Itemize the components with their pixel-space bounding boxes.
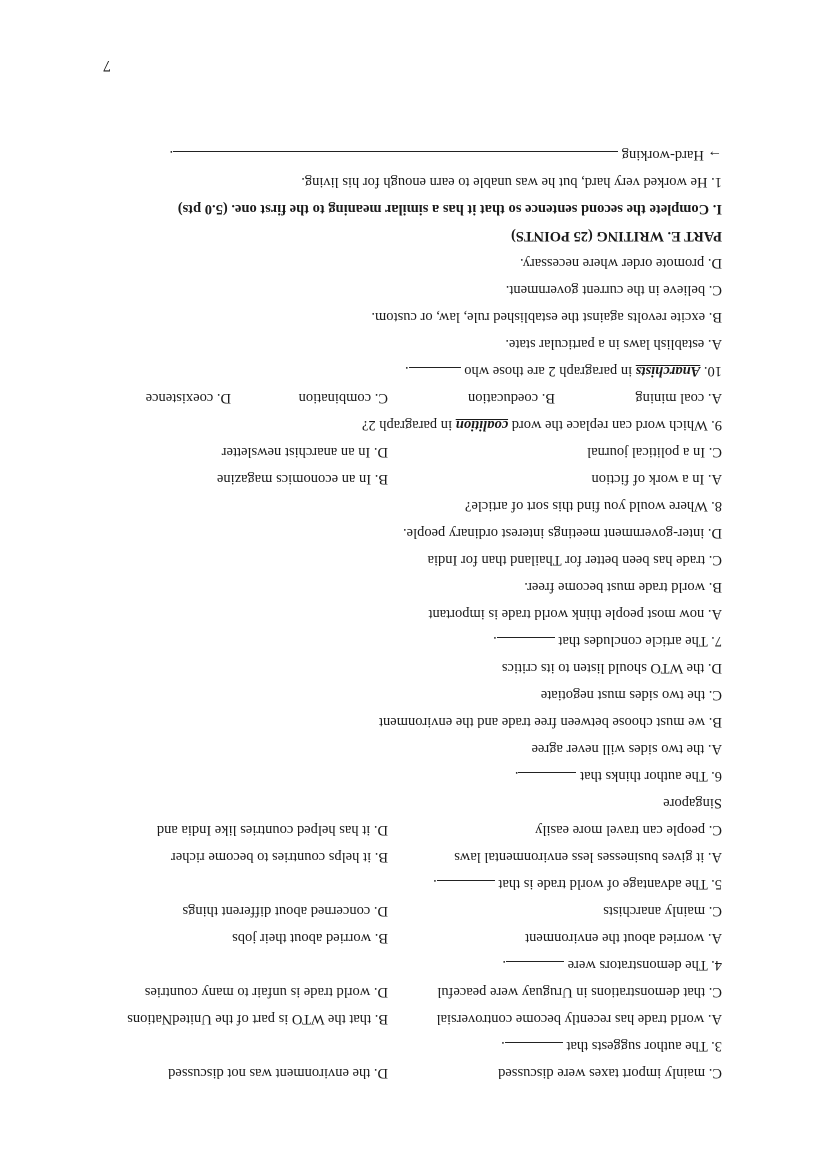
q4-stem-text: 4. The demonstrators were — [567, 957, 722, 973]
q4-stem: 4. The demonstrators were . — [502, 957, 722, 973]
q10-option-a: A. establish laws in a particular state. — [505, 336, 722, 352]
writing-section-heading: PART E. WRITING (25 POINTS) — [511, 228, 722, 244]
q5-option-a: A. it gives businesses less environmental laws — [454, 849, 722, 865]
q7-option-c: C. trade has been better for Thailand than for India — [427, 552, 722, 568]
writing-q1-answer-blank[interactable] — [173, 151, 618, 164]
q6-stem-text: 6. The author thinks that — [580, 768, 722, 784]
q7-option-a: A. now most people think world trade is important — [428, 606, 722, 622]
q8-stem: 8. Where would you find this sort of article? — [464, 498, 722, 514]
q9-stem — [362, 416, 722, 434]
q10-blank — [409, 367, 461, 380]
q9-option-d: D. coexistence — [145, 390, 231, 406]
q9-option-c: C. combination — [298, 390, 388, 406]
q9-keyword: coalition — [455, 417, 509, 433]
q10-stem: 10. Anarchists in paragraph 2 are those who . — [404, 363, 722, 379]
q6-option-b: B. we must choose between free trade and the environment — [378, 714, 722, 730]
writing-instruction: I. Complete the second sentence so that it has a similar meaning to the first one. (5.0 pts) — [177, 201, 722, 217]
q6-option-a: A. the two sides will never agree — [531, 741, 722, 757]
q6-stem: 6. The author thinks that . — [514, 768, 722, 784]
q4-option-b: B. worried about their jobs — [232, 930, 388, 946]
q5-option-d: D. it has helped countries like India and — [156, 822, 388, 838]
q2-option-c: C. mainly import taxes were discussed — [498, 1065, 722, 1081]
q3-option-c: C. that demonstrations in Uruguay were peaceful — [437, 984, 722, 1000]
q9-option-a: A. coal mining — [635, 390, 722, 406]
q5-stem-text: 5. The advantage of world trade is that — [498, 876, 722, 892]
q8-option-c: C. In a political journal — [587, 444, 722, 460]
q7-option-b: B. world trade must become freer. — [524, 579, 722, 595]
q7-option-d: D. inter-government meetings interest ordinary people. — [402, 525, 722, 541]
q3-option-b: B. that the WTO is part of the UnitedNations — [127, 1011, 388, 1027]
q5-stem: 5. The advantage of world trade is that . — [433, 876, 722, 892]
q9-stem-text: 9. Which word can replace the word — [508, 417, 722, 433]
q4-option-d: D. concerned about different things — [182, 903, 388, 919]
q4-blank — [506, 961, 564, 974]
q5-option-d-continued: Singapore — [663, 795, 722, 811]
q10-stem-text: in paragraph 2 are those who — [464, 363, 636, 379]
q5-blank — [437, 880, 495, 893]
q2-option-d: D. the environment was not discussed — [168, 1065, 388, 1081]
q8-option-b: B. In an economics magazine — [216, 471, 388, 487]
q10-stem-number: 10. — [700, 363, 722, 379]
q9-stem-tail: in paragraph 2? — [361, 417, 456, 433]
q6-option-d: D. the WTO should listen to its critics — [501, 660, 722, 676]
q4-option-a: A. worried about the environment — [525, 930, 722, 946]
q3-option-a: A. world trade has recently become controversial — [436, 1011, 722, 1027]
q8-option-a: A. In a work of fiction — [591, 471, 722, 487]
q3-option-d: D. world trade is unfair to many countries — [144, 984, 388, 1000]
q3-stem-text: 3. The author suggests that — [566, 1038, 722, 1054]
writing-q1-answer: → Hard-working . — [169, 147, 722, 163]
q3-blank — [505, 1042, 563, 1055]
q7-blank — [497, 637, 555, 650]
q5-option-b: B. it helps countries to become richer — [170, 849, 388, 865]
q7-stem-text: 7. The article concludes that — [558, 633, 722, 649]
q8-option-d: D. In an anarchist newsletter — [221, 444, 388, 460]
q10-option-d: D. promote order where necessary. — [520, 255, 722, 271]
q7-stem: 7. The article concludes that . — [493, 633, 722, 649]
writing-q1-answer-prefix: → Hard-working — [621, 147, 722, 163]
q10-option-b: B. excite revolts against the established rule, law, or custom. — [371, 309, 722, 325]
q6-blank — [518, 772, 576, 785]
q10-keyword: Anarchists — [635, 363, 701, 379]
q10-option-c: C. believe in the current government. — [505, 282, 722, 298]
q4-option-c: C. mainly anarchists — [603, 903, 722, 919]
q9-option-b: B. coeducation — [468, 390, 555, 406]
q5-option-c: C. people can travel more easily — [535, 822, 722, 838]
q6-option-c: C. the two sides must negotiate — [540, 687, 722, 703]
writing-q1-sentence: 1. He worked very hard, but he was unable to earn enough for his living. — [301, 174, 722, 190]
q3-stem: 3. The author suggests that . — [501, 1038, 722, 1054]
page-number: 7 — [103, 57, 111, 74]
